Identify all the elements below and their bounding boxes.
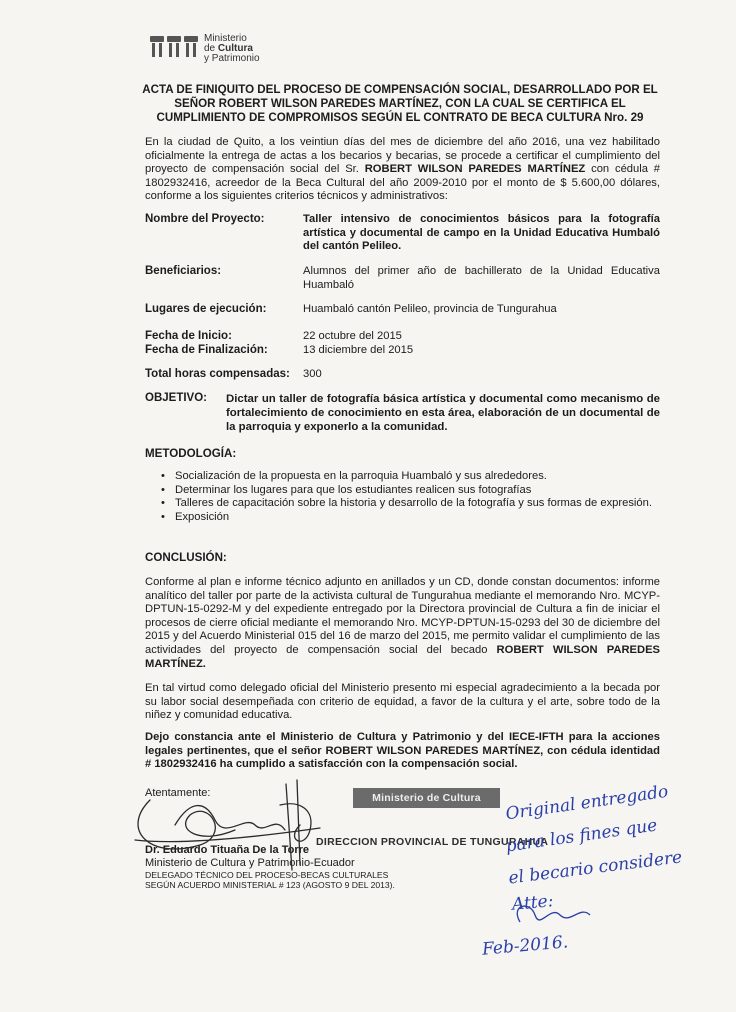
start-date-value: 22 octubre del 2015 <box>303 330 402 342</box>
methodology-heading: METODOLOGÍA: <box>145 447 237 460</box>
start-date-label: Fecha de Inicio: <box>145 330 232 342</box>
ministry-logo-text: Ministerio de Cultura y Patrimonio <box>204 33 260 64</box>
locations-value: Huambaló cantón Pelileo, provincia de Tungurahua <box>303 303 557 315</box>
end-date-value: 13 diciembre del 2015 <box>303 344 414 356</box>
list-item: • Socialización de la propuesta en la parroquia Huambaló y sus alrededores. <box>161 470 660 484</box>
conclusion-paragraph-3: Dejo constancia ante el Ministerio de Cultura y Patrimonio y del IECE-IFTH para la acciones legales pertinentes, que el señor ROBERT WILSON PAREDES MARTÍNEZ, con cédula identidad # 1802932416 ha cumplido a satisfacción con la compensación social. <box>145 731 660 771</box>
beneficiaries-label: Beneficiarios: <box>145 265 222 277</box>
list-item: • Determinar los lugares para que los estudiantes realicen sus fotografías <box>161 484 660 498</box>
document-title: ACTA DE FINIQUITO DEL PROCESO DE COMPENSACIÓN SOCIAL, DESARROLLADO POR EL SEÑOR ROBERT WILSON PAREDES MARTÍNEZ, CON LA CUAL SE CERTIFICA EL CUMPLIMIENTO DE COMPROMISOS SEGÚN EL CONTRATO DE BECA CULTURA Nro. 29 <box>142 83 658 124</box>
handwritten-note-date: Feb-2016. <box>481 932 569 960</box>
signer-institution: Ministerio de Cultura y Patrimonio-Ecuador <box>145 857 355 869</box>
signer-role: DELEGADO TÉCNICO DEL PROCESO-BECAS CULTURALES <box>145 870 389 880</box>
handwritten-note-line1: Original entregado <box>504 781 670 825</box>
ministry-stamp: Ministerio de Cultura <box>353 788 500 808</box>
handwritten-note-line4: Atte: <box>511 891 555 915</box>
total-hours-value: 300 <box>303 368 322 380</box>
list-item: • Talleres de capacitación sobre la historia y desarrollo de la fotografía y sus formas de expresión. <box>161 497 660 511</box>
list-item: • Exposición <box>161 511 660 525</box>
objective-value: Dictar un taller de fotografía básica artística y documental como mecanismo de fortalecimiento de conocimiento en esta área, elaboración de un documental de la parroquia y exponerlo a la comunidad. <box>226 393 660 434</box>
beneficiaries-value: Alumnos del primer año de bachillerato de la Unidad Educativa Huambaló <box>303 265 660 291</box>
total-hours-label: Total horas compensadas: <box>145 368 290 380</box>
provincial-direction-stamp: DIRECCION PROVINCIAL DE TUNGURAHUA <box>316 836 549 848</box>
conclusion-paragraph-1: Conforme al plan e informe técnico adjunto en anillados y un CD, donde constan documentos: informe analítico del taller por parte de la activista cultural de Tungurahua mediante el memorando Nro. MCYP-DPTUN-15-0292-M y del expediente entregado por la Directora provincial de Cultura a fin de iniciar el procesos de cierre oficial mediante el memorando Nro. MCYP-DPTUN-15-0293 del 30 de diciembre del 2015 y del Acuerdo Ministerial 015 del 16 de marzo del 2015, me permito validar el cumplimiento de las actividades del proyecto de compensación social del becado ROBERT WILSON PAREDES MARTÍNEZ. <box>145 576 660 670</box>
signer-agreement: SEGÚN ACUERDO MINISTERIAL # 123 (AGOSTO 9 DEL 2013). <box>145 880 395 890</box>
closing-text: Atentamente: <box>145 787 211 799</box>
conclusion-heading: CONCLUSIÓN: <box>145 551 227 564</box>
end-date-label: Fecha de Finalización: <box>145 344 268 356</box>
locations-label: Lugares de ejecución: <box>145 303 267 315</box>
handwritten-note-line2: para los fines que <box>504 815 659 857</box>
intro-paragraph: En la ciudad de Quito, a los veintiun días del mes de diciembre del año 2016, una vez habilitado oficialmente la entrega de actas a los becarios y becarias, se procede a certificar el cumplimiento del proyecto de compensación social del Sr. ROBERT WILSON PAREDES MARTÍNEZ con cédula # 1802932416, acreedor de la Beca Cultural del año 2009-2010 por el monto de $ 5.600,00 dólares, conforme a los siguientes criterios técnicos y administrativos: <box>145 136 660 203</box>
project-name-label: Nombre del Proyecto: <box>145 213 265 225</box>
project-name-value: Taller intensivo de conocimientos básicos para la fotografía artística y documental de campo en la Unidad Educativa Humbaló del cantón Pelileo. <box>303 213 660 253</box>
handwritten-note-line3: el becario considere <box>507 847 684 889</box>
signer-name: Dr. Eduardo Tituaña De la Torre <box>145 844 310 856</box>
conclusion-paragraph-2: En tal virtud como delegado oficial del Ministerio presento mi especial agradecimiento a la becada por su labor social desempeñada con criterio de equidad, a favor de la cultura y el arte, sobre todo de la niñez y comunidad educativa. <box>145 682 660 722</box>
objective-label: OBJETIVO: <box>145 392 207 404</box>
